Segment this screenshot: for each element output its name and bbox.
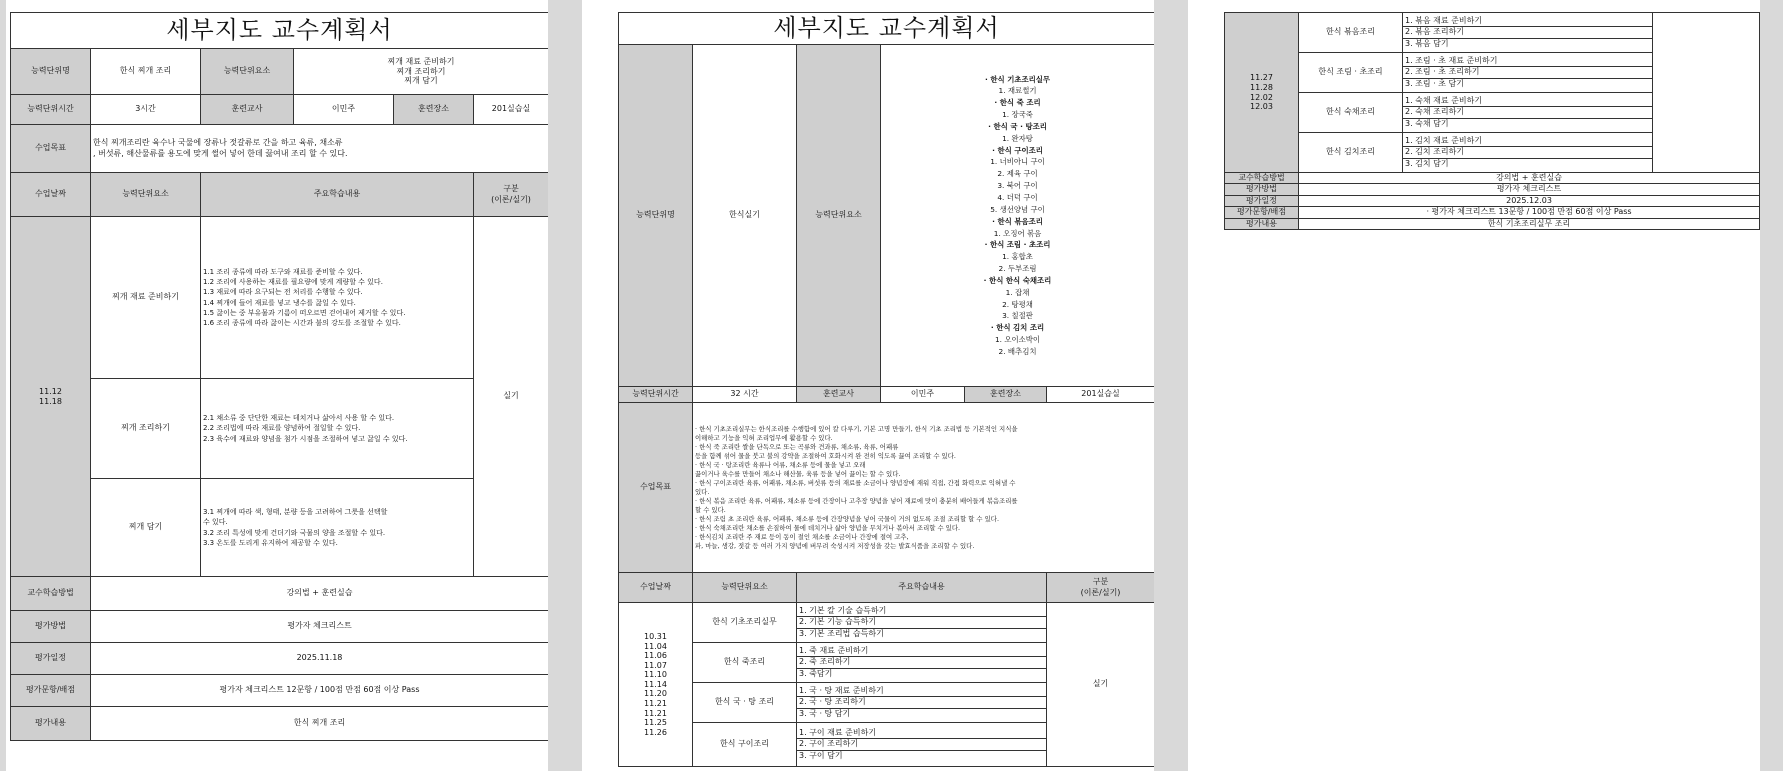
row-content	[201, 217, 474, 379]
row-content	[797, 643, 1047, 683]
element-item: · 한식 죽 조리	[994, 98, 1041, 108]
element-item: 1. 오징어 볶음	[993, 228, 1042, 238]
content-line: 2. 볶음 조리하기	[1403, 27, 1652, 38]
element-item: · 한식 김치 조리	[990, 323, 1045, 333]
eval-date-value: 2025.11.18	[91, 643, 549, 675]
date-cell	[1225, 13, 1299, 173]
element-item: 찌개 재료 준비하기	[387, 57, 455, 67]
goal-line: · 한식 기초조리실무는 한식조리를 수행함에 있어 칼 다루기, 기본 고명 만들기, 한식 기초 조리법 등 기본적인 지식을	[695, 424, 1018, 433]
content-line: 3. 죽담기	[799, 668, 833, 678]
page-gap	[1760, 0, 1783, 771]
eval-date-label: 평가일정	[11, 643, 91, 675]
row-element: 찌개 담기	[91, 479, 201, 577]
place-label: 훈련장소	[965, 387, 1047, 403]
date-item: 11.18	[39, 396, 62, 406]
goal-line: · 한식 국 · 탕조리란 육류나 어류, 채소류 등에 물을 넣고 오래	[695, 460, 866, 469]
row-element: 찌개 재료 준비하기	[91, 217, 201, 379]
date-item: 12.03	[1250, 102, 1273, 112]
element-item: 3. 북어 구이	[997, 181, 1038, 191]
row-content	[1403, 133, 1653, 173]
eval-criteria-label: 평가문항/배점	[11, 675, 91, 707]
content-list	[797, 606, 1046, 639]
col-element: 능력단위요소	[91, 173, 201, 217]
element-item: · 한식 한식 숙채조리	[983, 275, 1052, 285]
goal-line: 끓이거나 육수를 만들어 채소나 해산물, 육류 등을 넣어 끓이는 할 수 있다.	[695, 469, 901, 478]
goal-line: , 버섯류, 해산물류를 용도에 맞게 썰어 넣어 한데 끓여내 조리 할 수 있다.	[93, 148, 348, 158]
eval-method-value: 평가자 체크리스트	[91, 611, 549, 643]
col-date: 수업날짜	[619, 573, 693, 603]
content-line: 2. 기본 기능 습득하기	[797, 617, 1046, 628]
element-item: 2. 두부조림	[998, 264, 1037, 274]
page-title: 세부지도 교수계획서	[11, 13, 549, 49]
row-content	[1403, 93, 1653, 133]
goal-line: 있다.	[695, 487, 710, 496]
goal-line: · 한식 볶음 조리란 육류, 어패류, 채소류 등에 간장이나 고추장 양념을 넣어 재료에 맛이 충분히 배어들게 볶음조리를	[695, 496, 1018, 505]
page-1	[6, 0, 548, 771]
eval-criteria-value: 평가자 체크리스트 12문항 / 100점 만점 60점 이상 Pass	[91, 675, 549, 707]
content-list	[1403, 56, 1652, 89]
date-item: 11.14	[644, 679, 667, 689]
page-2	[582, 0, 1154, 771]
element-item: 1. 장국죽	[1002, 110, 1033, 120]
content-line: 1. 구이 재료 준비하기	[797, 728, 1046, 739]
element-item: 1. 오이소박이	[994, 335, 1041, 345]
eval-content-label: 평가내용	[11, 707, 91, 741]
row-element: 한식 김치조리	[1299, 133, 1403, 173]
content-line: 수 있다.	[203, 518, 228, 527]
place-value: 201실습실	[1047, 387, 1155, 403]
element-item: 1. 잡채	[1005, 287, 1030, 297]
eval-date-value: 2025.12.03	[1299, 195, 1760, 206]
content-list	[1403, 136, 1652, 169]
row-element: 찌개 조리하기	[91, 379, 201, 479]
content-line: 1. 숙채 재료 준비하기	[1403, 96, 1652, 107]
content-line: 1. 김치 재료 준비하기	[1403, 136, 1652, 147]
element-label: 능력단위요소	[797, 45, 881, 387]
content-line: 3. 기본 조리법 습득하기	[799, 628, 884, 638]
type-value: 실기	[1047, 603, 1155, 767]
element-item: 찌개 담기	[404, 76, 438, 86]
content-list	[1403, 96, 1652, 129]
content-line: 3.2 조리 특성에 맞게 건더기와 국물의 양을 조절할 수 있다.	[203, 528, 386, 537]
col-element: 능력단위요소	[693, 573, 797, 603]
place-value: 201실습실	[474, 95, 549, 125]
plan-table-page3	[1224, 12, 1760, 230]
eval-content-label: 평가내용	[1225, 218, 1299, 229]
plan-table-page1	[10, 12, 548, 741]
date-item: 11.21	[644, 699, 667, 709]
row-element: 한식 구이조리	[693, 723, 797, 767]
content-line: 2. 김치 조리하기	[1403, 147, 1652, 158]
row-content	[797, 723, 1047, 767]
content-line: 1.6 조리 종류에 따라 끓이는 시간과 불의 강도를 조절할 수 있다.	[203, 318, 401, 327]
goal-label: 수업목표	[11, 125, 91, 173]
content-list	[797, 686, 1046, 719]
eval-criteria-value: · 평가자 체크리스트 13문항 / 100점 만점 60점 이상 Pass	[1299, 207, 1760, 218]
method-value: 강의법 + 훈련실습	[91, 577, 549, 611]
date-item: 11.12	[39, 386, 62, 396]
row-element: 한식 볶음조리	[1299, 13, 1403, 53]
content-list	[797, 646, 1046, 679]
content-line: 1. 기본 칼 기술 습득하기	[797, 606, 1046, 617]
content-line: 3. 구이 담기	[799, 750, 843, 760]
content-line: 3.1 찌개에 따라 색, 형태, 분량 등을 고려하여 그릇을 선택할	[203, 508, 388, 517]
eval-method-label: 평가방법	[1225, 184, 1299, 195]
eval-method-value: 평가자 체크리스트	[1299, 184, 1760, 195]
date-item: 11.06	[644, 651, 667, 661]
content-line: 1.1 조리 종류에 따라 도구와 재료를 준비할 수 있다.	[203, 268, 363, 277]
content-line: 3. 숙채 담기	[1405, 118, 1449, 128]
method-label: 교수학습방법	[11, 577, 91, 611]
element-item: 5. 생선양념 구이	[990, 204, 1045, 214]
page-gap	[1154, 0, 1188, 771]
element-item: · 한식 조림 · 초조리	[984, 240, 1051, 250]
content-line: 3. 조림 · 초 담기	[1405, 78, 1464, 88]
page-gap	[548, 0, 582, 771]
date-item: 11.26	[644, 727, 667, 737]
element-item: 4. 더덕 구이	[997, 193, 1038, 202]
element-item: 찌개 조리하기	[396, 66, 446, 76]
element-item: 1. 완자탕	[1002, 133, 1033, 143]
eval-content-value: 한식 찌개 조리	[91, 707, 549, 741]
col-content: 주요학습내용	[201, 173, 474, 217]
hours-label: 능력단위시간	[11, 95, 91, 125]
content-line: 2. 죽 조리하기	[797, 657, 1046, 668]
goal-line: 파, 마늘, 생강, 젓갈 등 여러 가지 양념에 버무려 숙성시켜 저장성을 갖는 발효식품을 조리할 수 있다.	[695, 541, 975, 550]
method-label: 교수학습방법	[1225, 173, 1299, 184]
place-label: 훈련장소	[394, 95, 474, 125]
eval-date-label: 평가일정	[1225, 195, 1299, 206]
content-list	[797, 728, 1046, 761]
eval-content-value: 한식 기초조리실무 조리	[1299, 218, 1760, 229]
content-line: 1. 죽 재료 준비하기	[797, 646, 1046, 657]
content-line: 2.3 육수에 재료와 양념을 첨가 시점을 조절하여 넣고 끓일 수 있다.	[203, 434, 408, 443]
col-type-text: 구분 (이론/실기)	[1080, 577, 1121, 597]
content-line: 1. 국 · 탕 재료 준비하기	[797, 686, 1046, 697]
hours-value: 32 시간	[693, 387, 797, 403]
content-line: 3. 국 · 탕 담기	[799, 708, 851, 718]
date-item: 10.31	[644, 631, 667, 641]
element-item: · 한식 구이조리	[992, 145, 1043, 155]
date-item: 11.10	[644, 670, 667, 680]
row-element: 한식 조림 · 초조리	[1299, 53, 1403, 93]
goal-text	[693, 403, 1155, 573]
content-line: 1.2 조리에 사용하는 재료를 필요량에 맞게 계량할 수 있다.	[203, 278, 383, 287]
date-cell	[619, 603, 693, 767]
date-item: 11.21	[644, 708, 667, 718]
row-content	[201, 479, 474, 577]
row-element: 한식 숙채조리	[1299, 93, 1403, 133]
unit-label: 능력단위명	[11, 49, 91, 95]
element-item: · 한식 볶음조리	[992, 216, 1043, 226]
goal-line: · 한식 구이조리란 육류, 어패류, 채소류, 버섯류 등의 재료를 소금이나 양념장에 재워 직접, 간접 화력으로 익혀낼 수	[695, 478, 1016, 487]
element-item: · 한식 기초조리실무	[984, 74, 1051, 84]
element-item: 1. 재료썰기	[998, 86, 1037, 96]
date-item: 11.04	[644, 641, 667, 651]
teacher-value: 이민주	[294, 95, 394, 125]
row-content	[1403, 53, 1653, 93]
element-item: 2. 제육 구이	[997, 169, 1038, 179]
goal-line: 등을 함께 섞어 물을 붓고 불의 강약을 조절하여 호화시켜 완 전히 익도록 끓여 조리할 수 있다.	[695, 451, 956, 460]
hours-label: 능력단위시간	[619, 387, 693, 403]
page-3	[1188, 0, 1760, 771]
date-item: 11.07	[644, 660, 667, 670]
content-line: 1.3 재료에 따라 요구되는 전 처리를 수행할 수 있다.	[203, 288, 363, 297]
row-content	[201, 379, 474, 479]
date-cell	[11, 217, 91, 577]
unit-label: 능력단위명	[619, 45, 693, 387]
content-line: 3. 김치 담기	[1405, 158, 1449, 168]
col-type	[474, 173, 549, 217]
goal-line: 이해하고 기능을 익혀 조리업무에 활용할 수 있다.	[695, 433, 833, 442]
content-line: 2.1 채소류 중 단단한 재료는 데치거나 삶아서 사용 할 수 있다.	[203, 414, 395, 423]
content-line: 1. 조림 · 초 재료 준비하기	[1403, 56, 1652, 67]
content-line: 1.4 찌개에 들어 재료를 넣고 냉수를 끓일 수 있다.	[203, 298, 356, 307]
content-line: 3. 볶음 담기	[1405, 38, 1449, 48]
eval-method-label: 평가방법	[11, 611, 91, 643]
col-date: 수업날짜	[11, 173, 91, 217]
col-type-text: 구분 (이론/실기)	[491, 184, 531, 204]
content-line: 3.3 온도를 도리게 유지하여 제공할 수 있다.	[203, 538, 338, 547]
element-list	[294, 49, 549, 95]
element-item: 1. 홍합초	[1002, 252, 1033, 262]
date-item: 11.28	[1250, 82, 1273, 92]
element-item: 3. 칠절판	[1002, 311, 1033, 321]
content-line: 2. 숙채 조리하기	[1403, 107, 1652, 118]
element-label: 능력단위요소	[201, 49, 294, 95]
plan-table-page2	[618, 12, 1154, 767]
goal-line: · 한식김치 조리란 주 재료 등이 동이 절인 채소를 소금이나 간장에 절여 고추,	[695, 532, 909, 541]
date-item: 11.27	[1250, 73, 1273, 83]
date-item: 12.02	[1250, 92, 1273, 102]
content-line: 2. 조림 · 초 조리하기	[1403, 67, 1652, 78]
page-title: 세부지도 교수계획서	[619, 13, 1155, 45]
content-line: 2.2 조리법에 따라 재료를 양념하여 절일할 수 있다.	[203, 424, 361, 433]
content-list	[1403, 16, 1652, 49]
content-line: 1. 볶음 재료 준비하기	[1403, 16, 1652, 27]
row-element: 한식 국 · 탕 조리	[693, 683, 797, 723]
element-item: 1. 너비아니 구이	[990, 157, 1045, 167]
row-content	[797, 603, 1047, 643]
content-line: 1.5 끓이는 중 부유물과 기름이 떠오르면 걷어내어 제거할 수 있다.	[203, 308, 406, 317]
date-item: 11.20	[644, 689, 667, 699]
row-element: 한식 기초조리실무	[693, 603, 797, 643]
goal-text	[91, 125, 549, 173]
col-content: 주요학습내용	[797, 573, 1047, 603]
method-value: 강의법 + 훈련실습	[1299, 173, 1760, 184]
element-item: · 한식 국 · 탕조리	[988, 121, 1047, 131]
goal-label: 수업목표	[619, 403, 693, 573]
teacher-value: 이민주	[881, 387, 965, 403]
goal-line: · 한식 조림 초 조리란 육류, 어패류, 채소류 등에 간장양념을 넣어 국물이 거의 없도록 조절 조리할 할 수 있다.	[695, 514, 999, 523]
content-line: 2. 국 · 탕 조리하기	[797, 697, 1046, 708]
content-line: 2. 구이 조리하기	[797, 739, 1046, 750]
date-item: 11.25	[644, 718, 667, 728]
teacher-label: 훈련교사	[201, 95, 294, 125]
col-type	[1047, 573, 1155, 603]
element-item: 2. 탕평채	[1002, 299, 1033, 309]
element-list	[881, 45, 1155, 387]
type-value	[1653, 13, 1760, 173]
row-content	[1403, 13, 1653, 53]
unit-value: 한식실기	[693, 45, 797, 387]
row-element: 한식 죽조리	[693, 643, 797, 683]
row-content	[797, 683, 1047, 723]
teacher-label: 훈련교사	[797, 387, 881, 403]
element-item: 2. 배추김치	[998, 346, 1037, 356]
hours-value: 3시간	[91, 95, 201, 125]
goal-line: 할 수 있다.	[695, 505, 726, 514]
goal-line: · 한식 숙채조리란 채소를 손질하여 물에 데치거나 삶아 양념을 무치거나 볶아서 조리할 수 있다.	[695, 523, 961, 532]
eval-criteria-label: 평가문항/배점	[1225, 207, 1299, 218]
unit-value: 한식 찌개 조리	[91, 49, 201, 95]
type-value: 실기	[474, 217, 549, 577]
goal-line: · 한식 죽 조리란 쌀을 단독으로 또는 곡류와 견과류, 채소류, 육류, 어패류	[695, 442, 899, 451]
goal-line: 한식 찌개조리란 육수나 국물에 장류나 젓갈류로 간을 하고 육류, 채소류	[93, 138, 343, 148]
